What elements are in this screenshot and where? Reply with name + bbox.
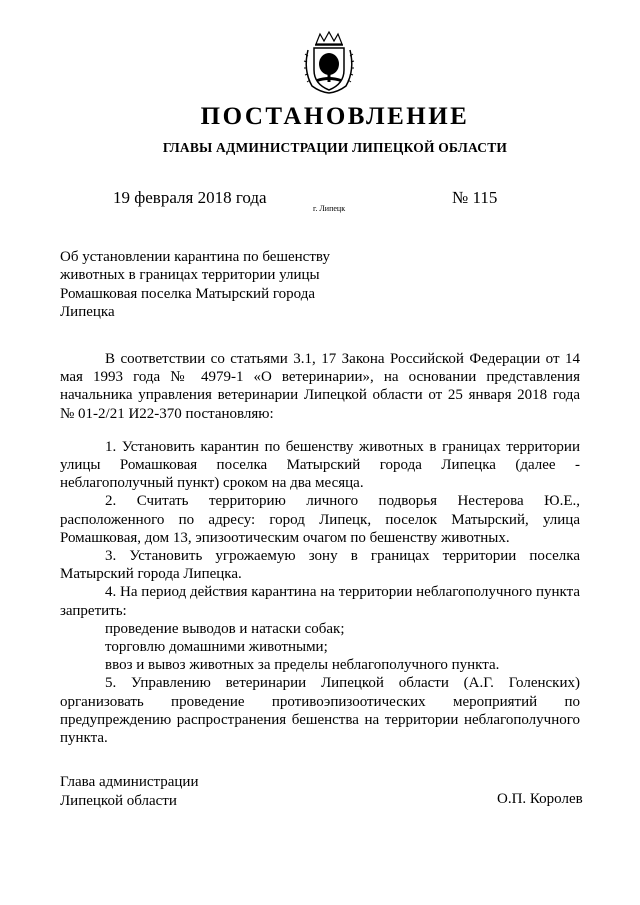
document-body bbox=[60, 350, 580, 747]
signatory-position-line: Липецкой области bbox=[60, 792, 177, 809]
document-number: № 115 bbox=[452, 188, 498, 207]
document-title: ПОСТАНОВЛЕНИЕ bbox=[200, 103, 470, 130]
signatory-position bbox=[60, 773, 198, 810]
paragraph-1: 1. Установить карантин по бешенству животных в границах территории улицы Ромашковая поселка Матырский города Липецка (далее - неблагополучный пункт) сроком на два месяца. bbox=[60, 438, 580, 492]
document-date: 19 февраля 2018 года bbox=[113, 188, 267, 207]
subject-line: Об установлении карантина по бешенству bbox=[60, 249, 330, 265]
signatory-name: О.П. Королев bbox=[497, 791, 583, 807]
signatory-position-line: Глава администрации bbox=[60, 774, 199, 790]
document-city: г. Липецк bbox=[313, 204, 346, 213]
subject-line: животных в границах территории улицы bbox=[60, 267, 320, 284]
prohibition-item: торговлю домашними животными; bbox=[105, 639, 328, 656]
paragraph-2: 2. Считать территорию личного подворья Нестерова Ю.Е., расположенного по адресу: город Липецк, поселок Матырский, улица Ромашковая, дом 13, эпизоотическим очагом по бешенству животных. bbox=[60, 493, 580, 546]
subject-line: Ромашковая поселка Матырский города bbox=[60, 285, 315, 302]
prohibition-item: ввоз и вывоз животных за пределы неблагополучного пункта. bbox=[105, 657, 500, 674]
paragraph-4: 4. На период действия карантина на территории неблагополучного пункта запретить: bbox=[60, 584, 580, 619]
paragraph-5: 5. Управлению ветеринарии Липецкой области (А.Г. Голенских) организовать проведение противоэпизоотических мероприятий по предупреждению распространения бешенства на территории неблагополучного пункта. bbox=[60, 675, 580, 747]
intro-paragraph: В соответствии со статьями 3.1, 17 Закона Российской Федерации от 14 мая 1993 года № 4979-1 «О ветеринарии», на основании представления начальника управления ветеринарии Липецкой области от 25 января 2018 года № 01-2/21 И22-370 постановляю: bbox=[60, 351, 580, 422]
prohibition-item: проведение выводов и натаски собак; bbox=[105, 620, 345, 637]
paragraph-3: 3. Установить угрожаемую зону в границах территории поселка Матырский города Липецка. bbox=[60, 548, 580, 583]
document-subject bbox=[60, 248, 350, 321]
subject-line: Липецка bbox=[60, 303, 115, 320]
document-subtitle: ГЛАВЫ АДМИНИСТРАЦИИ ЛИПЕЦКОЙ ОБЛАСТИ bbox=[162, 140, 508, 155]
coat-of-arms-icon bbox=[302, 30, 356, 96]
